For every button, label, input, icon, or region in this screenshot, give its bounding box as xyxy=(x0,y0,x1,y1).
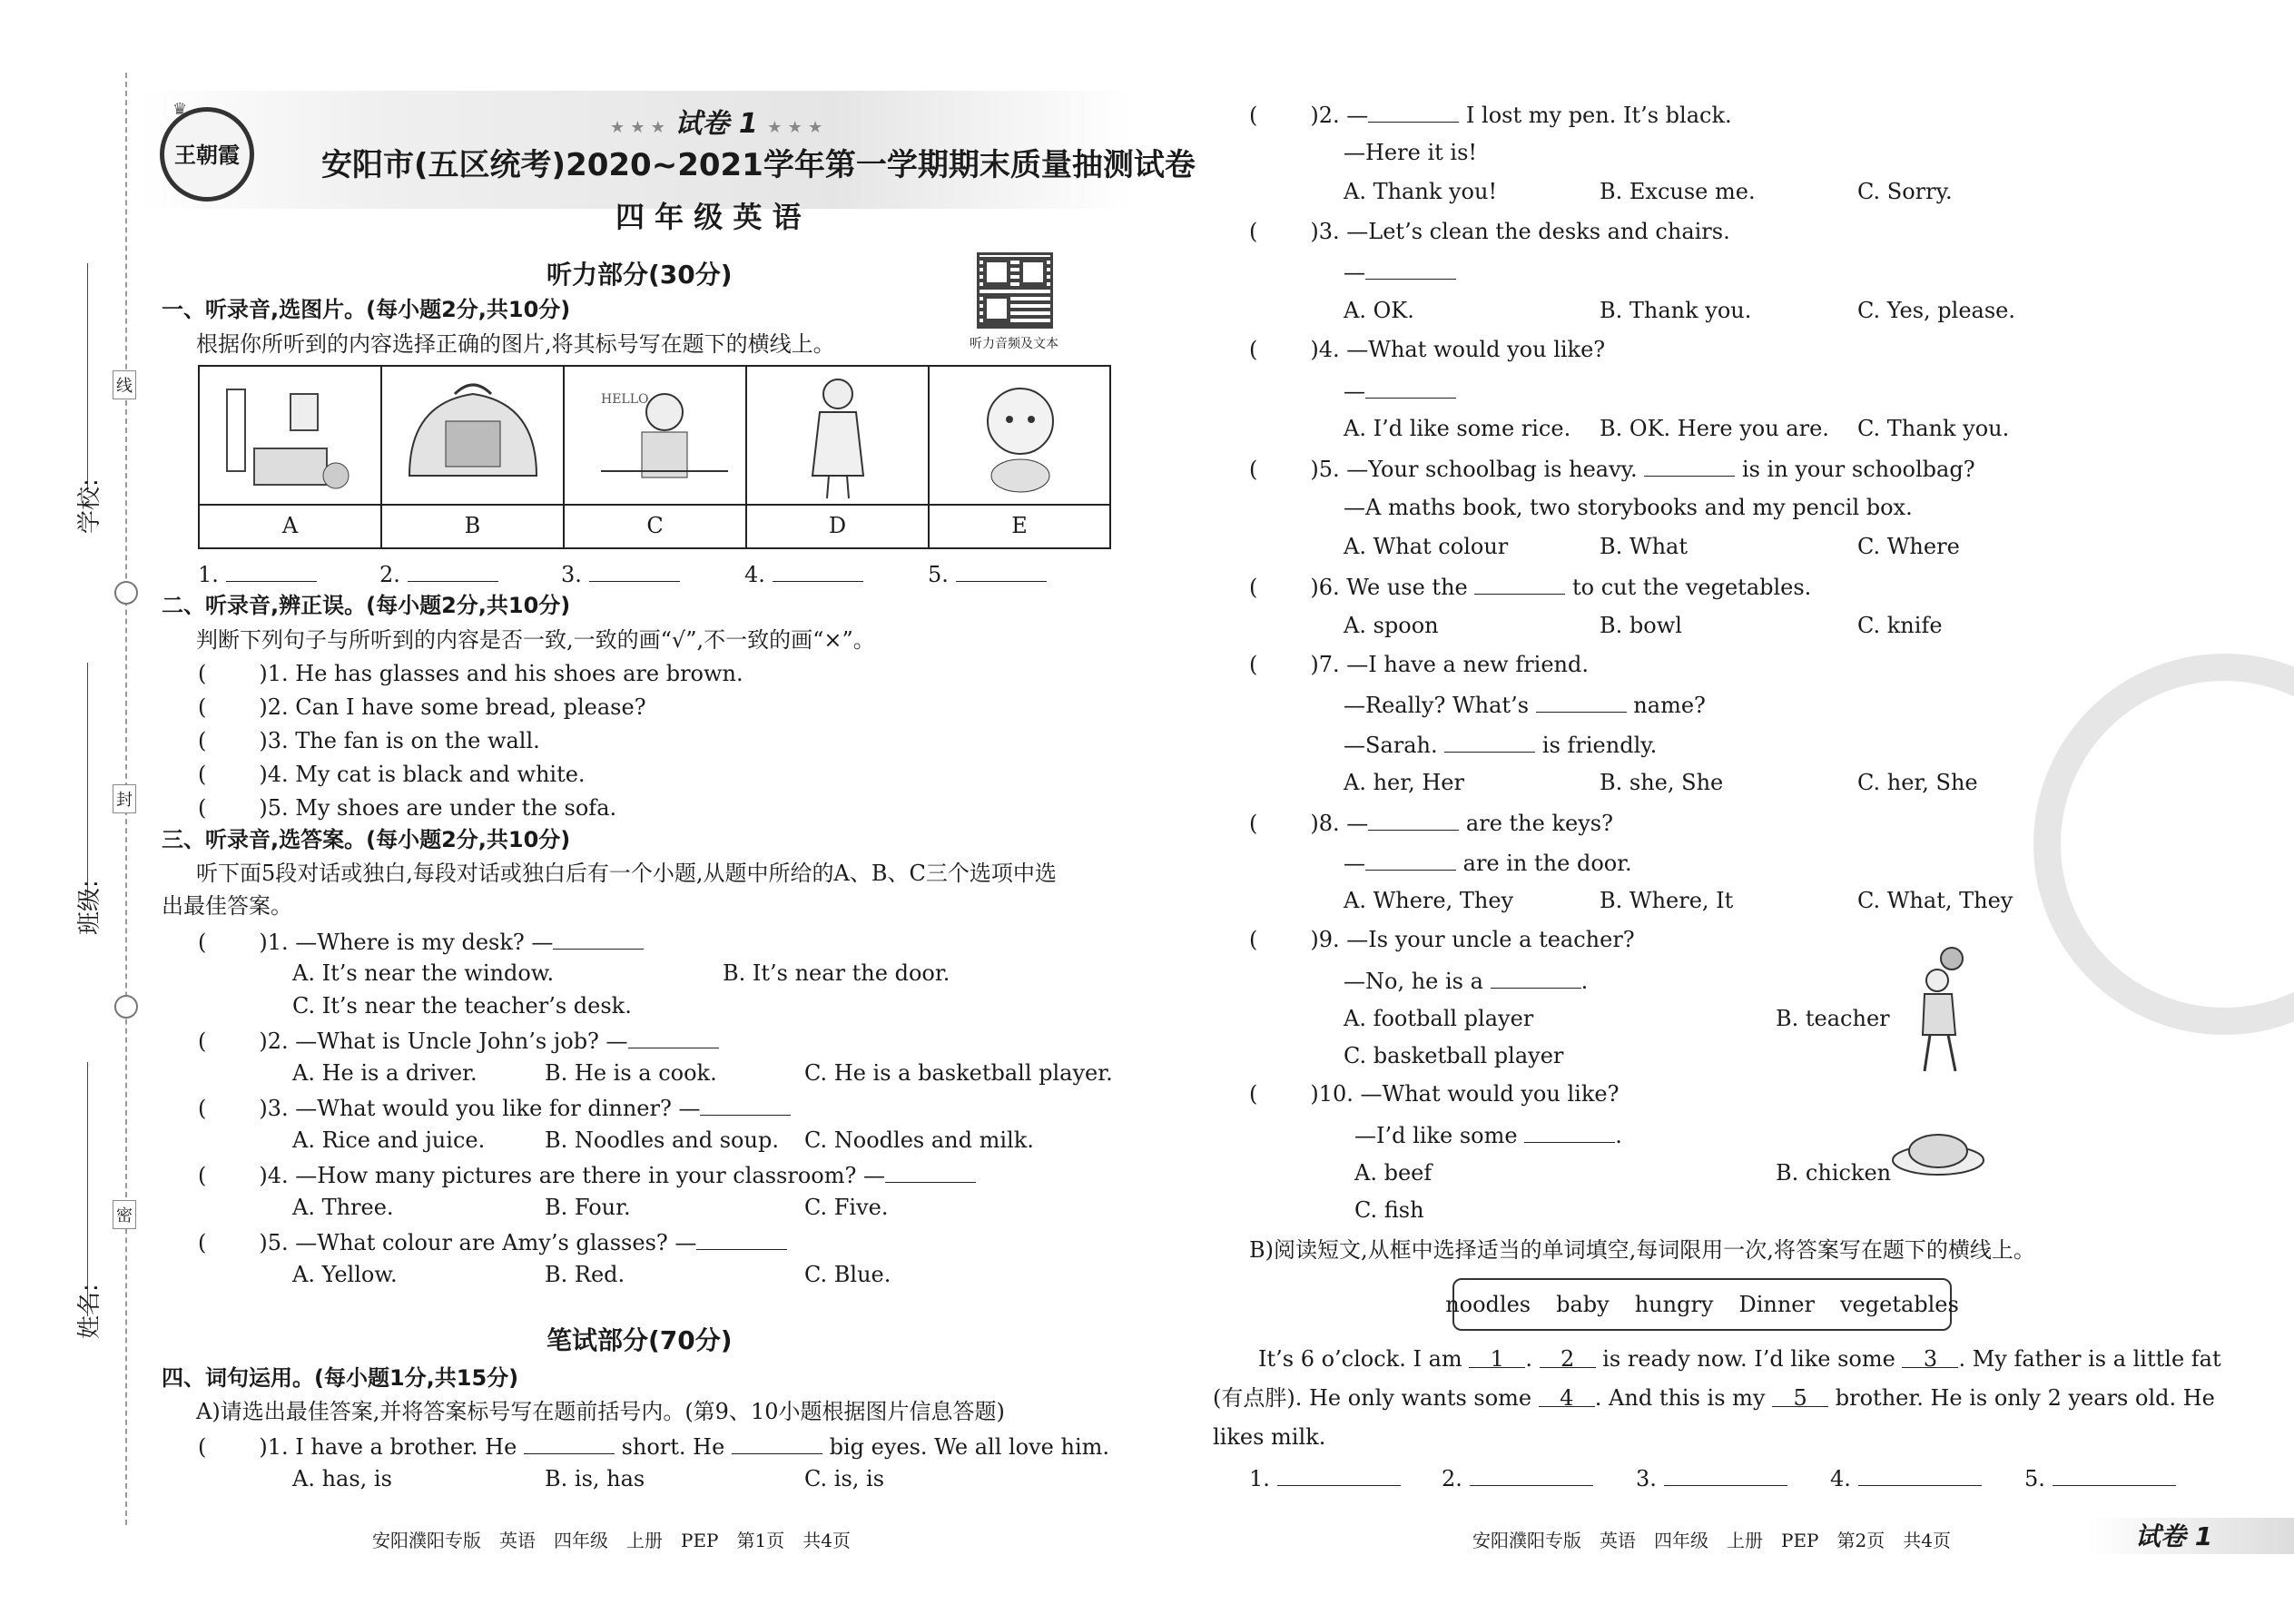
picture-cell xyxy=(380,365,565,506)
write-question: ( )1. I have a brother. He short. He big eyes. We all love him. xyxy=(198,1432,1109,1461)
section-2-instruction: 判断下列句子与所听到的内容是否一致,一致的画“√”,不一致的画“×”。 xyxy=(196,627,875,653)
option-c: C. It’s near the teacher’s desk. xyxy=(292,993,632,1019)
brand-name: 王朝霞 xyxy=(174,142,240,168)
section-3-title: 三、听录音,选答案。(每小题2分,共10分) xyxy=(162,827,571,852)
listen-question: ( )4. —How many pictures are there in your classroom? — xyxy=(198,1160,976,1189)
word-bank-item: noodles xyxy=(1445,1292,1531,1317)
class-label: 班级: xyxy=(76,880,103,935)
option-b: B. Excuse me. xyxy=(1600,179,1756,204)
passage-line: (有点胖). He only wants some 4 . And this is my 5 brother. He is only 2 years old. He xyxy=(1213,1385,2215,1411)
option-a: A. Rice and juice. xyxy=(292,1127,486,1153)
option-c: C. her, She xyxy=(1857,770,1978,795)
section-3-instruction: 听下面5段对话或独白,每段对话或独白后有一个小题,从题中所给的A、B、C三个选项中选 xyxy=(196,861,1057,886)
judge-item: ( )5. My shoes are under the sofa. xyxy=(198,795,617,821)
dialogue-line: — xyxy=(1344,376,1456,405)
write-question-8: ( )8. — are the keys? xyxy=(1249,808,1613,837)
answer-slot-4[interactable]: 4. xyxy=(744,559,863,588)
option-c: C. Thank you. xyxy=(1857,416,2010,441)
answer-slot-1[interactable]: 1. xyxy=(198,559,317,588)
binding-hole-icon xyxy=(114,995,138,1019)
picture-label: E xyxy=(928,504,1111,549)
footer-right: 安阳濮阳专版 英语 四年级 上册 PEP 第2页 共4页 xyxy=(1472,1530,1951,1551)
exam-title: 安阳市(五区统考)2020~2021学年第一学期期末质量抽测试卷 xyxy=(321,147,1196,183)
teacher-picture xyxy=(565,367,745,504)
option-b: B. teacher xyxy=(1776,1006,1890,1031)
passage-answer-1[interactable]: 1. xyxy=(1249,1463,1401,1492)
option-c: C. Noodles and milk. xyxy=(804,1127,1034,1153)
series-title: ★ ★ ★ 试卷 1 ★ ★ ★ xyxy=(610,108,823,140)
option-c: C. knife xyxy=(1857,613,1943,638)
picture-label: C xyxy=(563,504,747,549)
roast-chicken-picture xyxy=(1888,1126,1988,1180)
picture-label: A xyxy=(198,504,382,549)
part-a-instruction: A)请选出最佳答案,并将答案标号写在题前括号内。(第9、10小题根据图片信息答题) xyxy=(196,1399,1005,1424)
word-bank-item: vegetables xyxy=(1839,1292,1959,1317)
name-label: 姓名: xyxy=(76,1284,103,1339)
write-question-2: ( )2. — I lost my pen. It’s black. xyxy=(1249,100,1732,129)
judge-item: ( )3. The fan is on the wall. xyxy=(198,728,540,753)
qr-code[interactable] xyxy=(977,252,1053,329)
listen-question: ( )1. —Where is my desk? — xyxy=(198,927,644,956)
option-a: A. Thank you! xyxy=(1344,179,1498,204)
word-bank-item: hungry xyxy=(1634,1292,1714,1317)
option-c: C. fish xyxy=(1354,1197,1424,1223)
option-b: B. It’s near the door. xyxy=(723,960,950,986)
name-line xyxy=(87,1062,88,1316)
class-line xyxy=(87,663,88,908)
svg-text:HELLO: HELLO xyxy=(601,392,649,407)
passage-line: It’s 6 o’clock. I am 1 . 2 is ready now. I’d like some 3 . My father is a little fat xyxy=(1258,1346,2221,1372)
binding-mark-line: 线 xyxy=(113,370,136,399)
picture-cell xyxy=(928,365,1111,506)
option-a: A. I’d like some rice. xyxy=(1344,416,1571,441)
option-a: A. It’s near the window. xyxy=(292,960,555,986)
dialogue-line: —Sarah. is friendly. xyxy=(1344,730,1657,759)
listen-question: ( )3. —What would you like for dinner? — xyxy=(198,1093,791,1122)
passage-answer-4[interactable]: 4. xyxy=(1830,1463,1982,1492)
watermark-seal xyxy=(2033,654,2294,1035)
picture-cell xyxy=(563,365,747,506)
answer-slot-3[interactable]: 3. xyxy=(561,559,680,588)
passage-answer-2[interactable]: 2. xyxy=(1442,1463,1593,1492)
writing-heading: 笔试部分(70分) xyxy=(546,1325,733,1355)
option-c: C. Blue. xyxy=(804,1262,891,1287)
dialogue-line: —A maths book, two storybooks and my pencil box. xyxy=(1344,495,1913,520)
option-c: C. Yes, please. xyxy=(1857,298,2015,323)
footer-left: 安阳濮阳专版 英语 四年级 上册 PEP 第1页 共4页 xyxy=(372,1530,851,1551)
option-a: A. What colour xyxy=(1344,534,1509,559)
option-c: C. He is a basketball player. xyxy=(804,1060,1113,1086)
footer-tag: 试卷 1 xyxy=(2135,1521,2213,1551)
option-a: A. Yellow. xyxy=(292,1262,398,1287)
school-line xyxy=(87,263,88,490)
word-bank-item: Dinner xyxy=(1738,1292,1815,1317)
write-question-4: ( )4. —What would you like? xyxy=(1249,337,1606,362)
section-1-instruction: 根据你所听到的内容选择正确的图片,将其标号写在题下的横线上。 xyxy=(196,331,835,357)
judge-item: ( )4. My cat is black and white. xyxy=(198,762,586,787)
judge-item: ( )1. He has glasses and his shoes are brown. xyxy=(198,661,743,686)
qr-caption: 听力音频及文本 xyxy=(970,337,1058,351)
write-question-9: ( )9. —Is your uncle a teacher? xyxy=(1249,927,1635,952)
binding-mark-close: 密 xyxy=(113,1200,136,1229)
option-b: B. Noodles and soup. xyxy=(545,1127,779,1153)
picture-cell xyxy=(745,365,930,506)
dialogue-line: — are in the door. xyxy=(1344,848,1632,877)
dialogue-line: —I’d like some . xyxy=(1354,1120,1622,1149)
option-b: B. bowl xyxy=(1600,613,1682,638)
answer-slot-2[interactable]: 2. xyxy=(379,559,498,588)
school-label: 学校: xyxy=(76,478,103,534)
option-b: B. OK. Here you are. xyxy=(1600,416,1829,441)
dialogue-line: —Really? What’s name? xyxy=(1344,690,1706,719)
option-b: B. What xyxy=(1600,534,1688,559)
dialogue-line: —Here it is! xyxy=(1344,140,1478,165)
option-a: A. Three. xyxy=(292,1195,394,1220)
option-c: C. Where xyxy=(1857,534,1960,559)
binding-hole-icon xyxy=(114,581,138,605)
option-a: A. spoon xyxy=(1344,613,1439,638)
option-c: C. Five. xyxy=(804,1195,889,1220)
option-a: A. OK. xyxy=(1344,298,1414,323)
option-a: A. her, Her xyxy=(1344,770,1464,795)
schoolbag-picture xyxy=(382,367,563,504)
option-b: B. He is a cook. xyxy=(545,1060,717,1086)
passage-line: likes milk. xyxy=(1213,1424,1326,1450)
option-b: B. chicken xyxy=(1776,1160,1892,1186)
answer-slot-5[interactable]: 5. xyxy=(928,559,1047,588)
section-3-instruction-cont: 出最佳答案。 xyxy=(162,893,292,919)
section-2-title: 二、听录音,辨正误。(每小题2分,共10分) xyxy=(162,593,571,618)
option-a: A. Where, They xyxy=(1344,888,1514,913)
baby-picture xyxy=(930,367,1109,504)
listening-heading: 听力部分(30分) xyxy=(546,260,733,290)
option-a: A. He is a driver. xyxy=(292,1060,478,1086)
write-question-7: ( )7. —I have a new friend. xyxy=(1249,652,1589,677)
write-question-10: ( )10. —What would you like? xyxy=(1249,1081,1620,1107)
write-question-3: ( )3. —Let’s clean the desks and chairs. xyxy=(1249,219,1730,244)
option-b: B. Thank you. xyxy=(1600,298,1752,323)
option-c: C. What, They xyxy=(1857,888,2013,913)
classroom-picture xyxy=(200,367,380,504)
option-b: B. Where, It xyxy=(1600,888,1734,913)
listen-question: ( )2. —What is Uncle John’s job? — xyxy=(198,1026,719,1055)
basketball-player-picture xyxy=(1897,944,1979,1080)
judge-item: ( )2. Can I have some bread, please? xyxy=(198,694,646,720)
binding-mark-seal: 封 xyxy=(113,784,136,813)
dialogue-line: —No, he is a . xyxy=(1344,966,1588,995)
picture-table xyxy=(198,365,1111,549)
option-a: A. has, is xyxy=(292,1466,392,1491)
word-bank xyxy=(1445,1278,1959,1331)
picture-label: B xyxy=(380,504,565,549)
option-a: A. beef xyxy=(1354,1160,1433,1186)
option-a: A. football player xyxy=(1344,1006,1534,1031)
write-question-5: ( )5. —Your schoolbag is heavy. is in your schoolbag? xyxy=(1249,454,1975,483)
section-1-title: 一、听录音,选图片。(每小题2分,共10分) xyxy=(162,297,571,322)
subject-title: 四 年 级 英 语 xyxy=(615,200,802,234)
passage-answer-3[interactable]: 3. xyxy=(1636,1463,1787,1492)
picture-cell xyxy=(198,365,382,506)
option-b: B. Four. xyxy=(545,1195,631,1220)
word-bank-item: baby xyxy=(1556,1292,1610,1317)
option-b: B. she, She xyxy=(1600,770,1724,795)
option-b: B. is, has xyxy=(545,1466,645,1491)
part-b-instruction: B)阅读短文,从框中选择适当的单词填空,每词限用一次,将答案写在题下的横线上。 xyxy=(1249,1237,2035,1263)
nurse-picture xyxy=(747,367,928,504)
brand-logo xyxy=(160,107,254,202)
option-b: B. Red. xyxy=(545,1262,625,1287)
picture-label: D xyxy=(745,504,930,549)
dialogue-line: — xyxy=(1344,257,1456,286)
option-c: C. basketball player xyxy=(1344,1043,1564,1068)
write-question-6: ( )6. We use the to cut the vegetables. xyxy=(1249,572,1811,601)
listen-question: ( )5. —What colour are Amy’s glasses? — xyxy=(198,1227,787,1256)
option-c: C. is, is xyxy=(804,1466,885,1491)
passage-answer-5[interactable]: 5. xyxy=(2024,1463,2176,1492)
section-4-title: 四、词句运用。(每小题1分,共15分) xyxy=(162,1365,519,1391)
crown-icon: ♛ xyxy=(172,100,188,119)
option-c: C. Sorry. xyxy=(1857,179,1953,204)
